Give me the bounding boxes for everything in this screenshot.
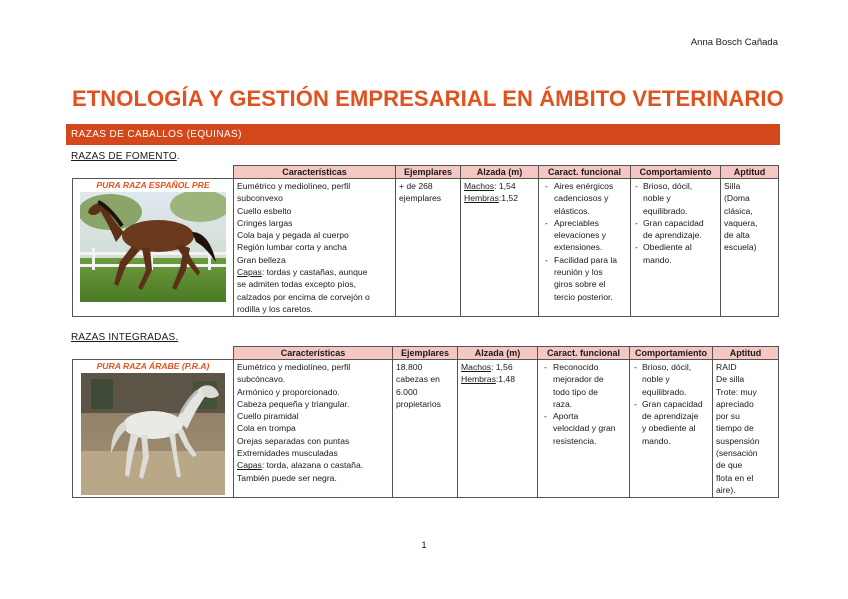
list-item: - Apreciables elevaciones y extensiones. [542, 217, 627, 254]
hembras-label: Hembras [461, 374, 496, 385]
document-title: ETNOLOGÍA Y GESTIÓN EMPRESARIAL EN ÁMBITO VETERINARIO [72, 86, 784, 111]
col-header-ejemplares: Ejemplares [393, 347, 458, 360]
capas-label: Capas [237, 460, 262, 471]
breed-name: PURA RAZA ESPAÑOL PRE [96, 180, 210, 190]
alzada-cell: Machos: 1,56 Hembras:1,48 [458, 360, 538, 498]
col-header-caracteristicas: Características [234, 166, 396, 179]
funcional-cell [539, 179, 631, 317]
breed-cell [73, 360, 234, 498]
col-header-alzada: Alzada (m) [458, 347, 538, 360]
ejemplares-cell: 18.800 cabezas en 6.000 propietarios [393, 360, 458, 498]
comportamiento-cell [630, 360, 713, 498]
table-row [73, 179, 779, 317]
col-header-funcional: Caract. funcional [539, 166, 631, 179]
section-heading-bar [66, 124, 780, 145]
list-item: - Aporta velocidad y gran resistencia. [541, 410, 626, 447]
breed-table-integradas [72, 346, 779, 498]
col-header-funcional: Caract. funcional [538, 347, 630, 360]
alzada-cell: Machos: 1,54 Hembras:1,52 [461, 179, 539, 317]
breed-table-fomento [72, 165, 779, 317]
hembras-label: Hembras [464, 193, 499, 204]
col-header-aptitud: Aptitud [721, 166, 779, 179]
subheading-integradas: RAZAS INTEGRADAS. [71, 332, 179, 343]
caracteristicas-cell: Eumétrico y mediolíneo, perfil subcóncavo. Armónico y proporcionado. Cabeza pequeña y triangular. Cuello piramidal Cola en trompa Orejas separadas con puntas Extremidades musculadas Capas: torda, alazana o castaña. También puede ser negra. [234, 360, 393, 498]
author-name: Anna Bosch Cañada [690, 37, 778, 48]
list-item: - Reconocido mejorador de todo tipo de raza. [541, 361, 626, 410]
page-number: 1 [421, 540, 427, 551]
machos-label: Machos [461, 362, 492, 372]
table-row [73, 360, 779, 498]
col-header-alzada: Alzada (m) [461, 166, 539, 179]
bay-horse-photo [80, 192, 226, 302]
col-header-ejemplares: Ejemplares [396, 166, 461, 179]
list-item: - Gran capacidad de aprendizaje y obediente al mando. [633, 398, 709, 447]
breed-name: PURA RAZA ÁRABE (P.R.A) [96, 361, 210, 371]
capas-label: Capas [237, 267, 262, 278]
list-item: - Brioso, dócil, noble y equilibrado. [633, 361, 709, 398]
list-item: - Facilidad para la reunión y los giros sobre el tercio posterior. [542, 254, 627, 303]
table-header-row [73, 347, 779, 360]
list-item: - Aires enérgicos cadenciosos y elásticos. [542, 180, 627, 217]
col-header-comportamiento: Comportamiento [631, 166, 721, 179]
col-header-comportamiento: Comportamiento [630, 347, 713, 360]
comportamiento-cell [631, 179, 721, 317]
breed-cell [73, 179, 234, 317]
caracteristicas-cell: Eumétrico y mediolíneo, perfil subconvexo Cuello esbelto Cringes largas Cola baja y pegada al cuerpo Región lumbar corta y ancha Gran belleza Capas: tordas y castañas, aunque se admiten todas excepto píos, calzados por encima de corvejón o rodilla y los caretos. [234, 179, 396, 317]
machos-label: Machos [464, 181, 495, 191]
list-item: - Obediente al mando. [634, 241, 717, 266]
aptitud-cell: RAID De silla Trote: muy apreciado por su tiempo de suspensión (sensación de que flota en el aire). [713, 360, 779, 498]
table-header-row [73, 166, 779, 179]
grey-horse-photo [81, 373, 225, 495]
col-header-aptitud: Aptitud [713, 347, 779, 360]
subheading-fomento: RAZAS DE FOMENTO. [71, 151, 180, 162]
list-item: - Gran capacidad de aprendizaje. [634, 217, 717, 242]
aptitud-cell: Silla (Doma clásica, vaquera, de alta escuela) [721, 179, 779, 317]
list-item: - Brioso, dócil, noble y equilibrado. [634, 180, 717, 217]
funcional-cell [538, 360, 630, 498]
col-header-caracteristicas: Características [234, 347, 393, 360]
ejemplares-cell: + de 268 ejemplares [396, 179, 461, 317]
section-heading: RAZAS DE CABALLOS (EQUINAS) [71, 129, 242, 140]
